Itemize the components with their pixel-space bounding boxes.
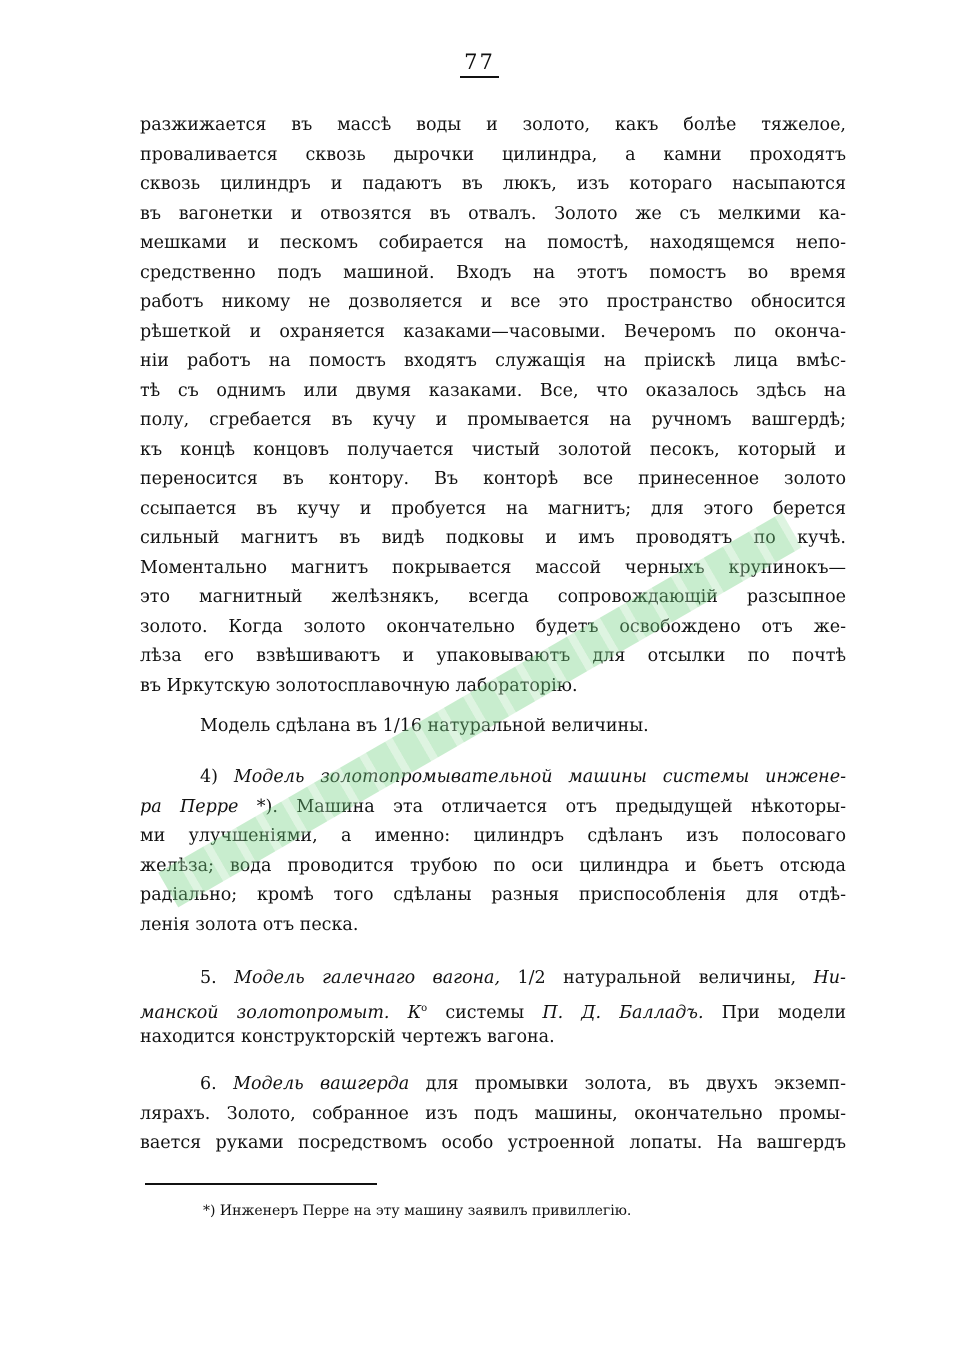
text-line: ра Перре *). Машина эта отличается отъ предыдущей нѣкоторы- (140, 796, 846, 817)
text-line: ссыпается въ кучу и пробуется на магнитъ; для этого берется (140, 498, 846, 519)
item-title: Модель вашгерда (233, 1074, 410, 1094)
text-line: желѣза; вода проводится трубою по оси цилиндра и бьетъ отсюда (140, 855, 846, 876)
page-number: 77 (0, 50, 959, 78)
text-line: въ Иркутскую золотосплавочную лабораторiю. (140, 675, 578, 696)
text-line: средственно подъ машиной. Входъ на этотъ помостъ во время (140, 262, 846, 283)
text-line: радiально; кромѣ того сдѣланы разныя приспособленiя для отдѣ- (140, 885, 846, 905)
item-5-first-line: 5. Модель галечнаго вагона, 1/2 натуральной величины, Ни- (200, 968, 846, 988)
text-line: полу, сгребается въ кучу и промывается на ручномъ вашгердѣ; (140, 410, 846, 430)
text-line: въ вагонетки и отвозятся въ отвалъ. Золото же съ мелкими ка- (140, 203, 846, 224)
text-line: мешками и пескомъ собирается на помостѣ, находящемся непо- (140, 233, 846, 253)
text-line: тѣ съ однимъ или двумя казаками. Все, что оказалось здѣсь на (140, 380, 846, 401)
item-title: Модель золотопромывательной машины системы инжене- (233, 767, 846, 787)
text-line: лѣза его взвѣшиваютъ и упаковываютъ для отсылки по почтѣ (140, 646, 846, 666)
item-6-first-line: 6. Модель вашгерда для промывки золота, въ двухъ экземп- (200, 1074, 846, 1094)
item-title: ра Перре (140, 796, 239, 817)
item-number: 6. (200, 1074, 217, 1094)
text-line: нiи работъ на помостъ входятъ служащiя на прiискѣ лица вмѣс- (140, 351, 846, 371)
text-line: проваливается сквозь дырочки цилиндра, а камни проходятъ (140, 144, 846, 165)
text-line: ми улучшенiями, а именно: цилиндръ сдѣланъ изъ полосоваго (140, 826, 846, 846)
text-line: сильный магнитъ въ видѣ подковы и имъ проводятъ по кучѣ. (140, 528, 846, 548)
text-line: Модель сдѣлана въ 1/16 натуральной величины. (200, 716, 649, 736)
item-number: 4) (200, 767, 218, 787)
main-paragraph (140, 111, 846, 701)
text-line: работъ никому не дозволяется и все это пространство обносится (140, 292, 846, 312)
footnote: *) Инженеръ Перре на эту машину заявилъ привиллегiю. (203, 1203, 632, 1219)
text-line: Моментально магнитъ покрывается массой черныхъ крупинокъ— (140, 557, 846, 578)
item-number: 5. (200, 968, 217, 988)
text-line: манской золотопромыт. $К^о$ системы П. Д. Балладъ. При модели (140, 1002, 846, 1023)
text-line: къ концѣ концовъ получается чистый золотой песокъ, который и (140, 439, 846, 460)
item-6-paragraph (140, 1070, 846, 1159)
text-line: это магнитный желѣзнякъ, всегда сопровождающiй разсыпное (140, 587, 846, 607)
item-4-first-line (140, 763, 846, 793)
text-line: рѣшеткой и охраняется казаками—часовыми. Вечеромъ по оконча- (140, 321, 846, 342)
text-line: переносится въ контору. Въ конторѣ все принесенное золото (140, 469, 846, 489)
text-line: разжижается въ массѣ воды и золото, какъ болѣе тяжелое, (140, 115, 846, 135)
text-line: ленiя золота отъ песка. (140, 914, 359, 935)
text-line: вается руками посредствомъ особо устроенной лопаты. На вашгердъ (140, 1133, 846, 1153)
text-line: лярахъ. Золото, собранное изъ подъ машины, окончательно промы- (140, 1103, 846, 1124)
text-line: сквозь цилиндръ и падаютъ въ люкъ, изъ котораго насыпаются (140, 174, 846, 194)
item-title: Модель галечнаго вагона, (234, 968, 501, 988)
item-5-paragraph (140, 964, 846, 1053)
text-line: находится конструкторскiй чертежъ вагона. (140, 1027, 555, 1047)
text-line: золото. Когда золото окончательно будетъ освобождено отъ же- (140, 616, 846, 637)
footnote-divider (145, 1183, 377, 1185)
